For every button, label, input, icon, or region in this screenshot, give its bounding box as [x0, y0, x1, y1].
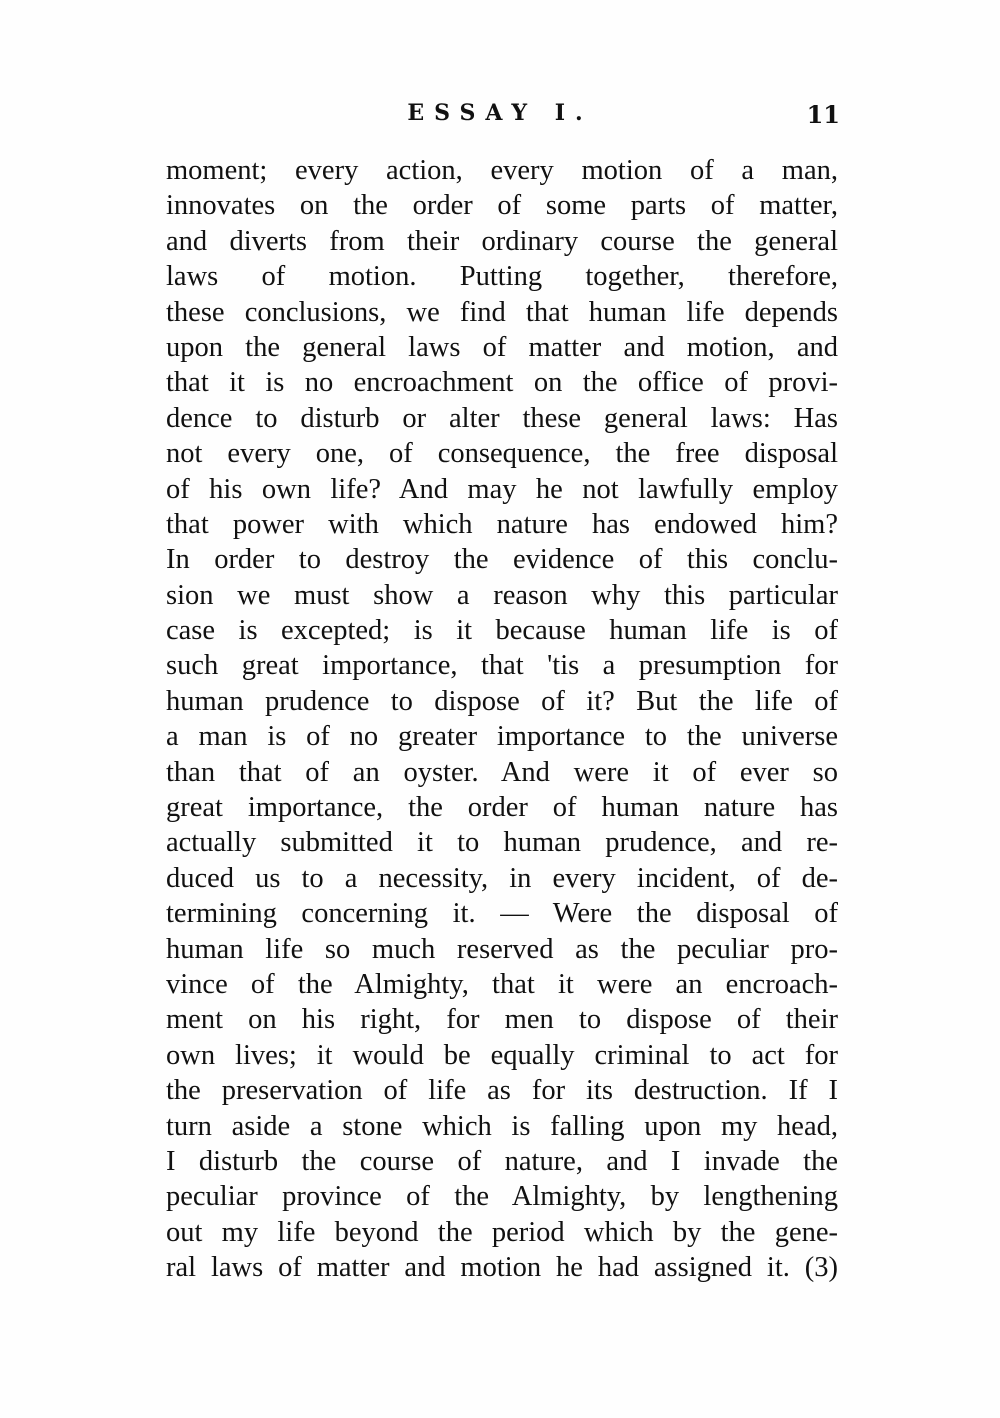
- text-line: own lives; it would be equally criminal to act for: [166, 1039, 838, 1071]
- essay-body-text: [166, 153, 838, 1286]
- text-line: upon the general laws of matter and motion, and: [166, 331, 838, 363]
- text-line: human life so much reserved as the peculiar pro-: [166, 933, 838, 965]
- text-line: sion we must show a reason why this particular: [166, 579, 838, 611]
- text-line: In order to destroy the evidence of this conclu-: [166, 544, 838, 576]
- text-line: such great importance, that 'tis a presumption for: [166, 650, 838, 682]
- text-line: case is excepted; is it because human life is of: [166, 615, 838, 647]
- text-line: great importance, the order of human nature has: [166, 792, 838, 824]
- text-line: and diverts from their ordinary course the general: [166, 225, 838, 257]
- text-line: a man is of no greater importance to the universe: [166, 721, 838, 753]
- text-line: termining concerning it. — Were the disposal of: [166, 898, 838, 930]
- text-line: out my life beyond the period which by the gene-: [166, 1216, 838, 1248]
- text-line: than that of an oyster. And were it of ever so: [166, 756, 838, 788]
- text-line: human prudence to dispose of it? But the life of: [166, 685, 838, 717]
- text-line: that power with which nature has endowed him?: [166, 508, 838, 540]
- text-line: moment; every action, every motion of a man,: [166, 155, 838, 186]
- text-line: actually submitted it to human prudence, and re-: [166, 827, 838, 859]
- text-line: ment on his right, for men to dispose of their: [166, 1004, 838, 1036]
- text-line: vince of the Almighty, that it were an encroach-: [166, 968, 838, 1000]
- text-line: laws of motion. Putting together, therefore,: [166, 261, 838, 293]
- text-line: duced us to a necessity, in every incident, of de-: [166, 862, 838, 894]
- page-number: 11: [806, 100, 840, 129]
- text-line: peculiar province of the Almighty, by lengthening: [166, 1181, 838, 1213]
- text-line: I disturb the course of nature, and I invade the: [166, 1145, 838, 1177]
- running-head: ESSAY I.: [407, 100, 593, 126]
- text-line: ral laws of matter and motion he had assigned it. (3): [166, 1252, 838, 1284]
- text-line: not every one, of consequence, the free disposal: [166, 438, 838, 470]
- text-line: these conclusions, we find that human life depends: [166, 296, 838, 328]
- text-line: that it is no encroachment on the office of provi-: [166, 367, 838, 399]
- text-line: turn aside a stone which is falling upon my head,: [166, 1110, 838, 1142]
- text-line: of his own life? And may he not lawfully employ: [166, 473, 838, 505]
- text-line: dence to disturb or alter these general laws: Has: [166, 402, 838, 434]
- text-line: the preservation of life as for its destruction. If I: [166, 1075, 838, 1107]
- text-line: innovates on the order of some parts of matter,: [166, 190, 838, 222]
- page-header: [160, 100, 840, 136]
